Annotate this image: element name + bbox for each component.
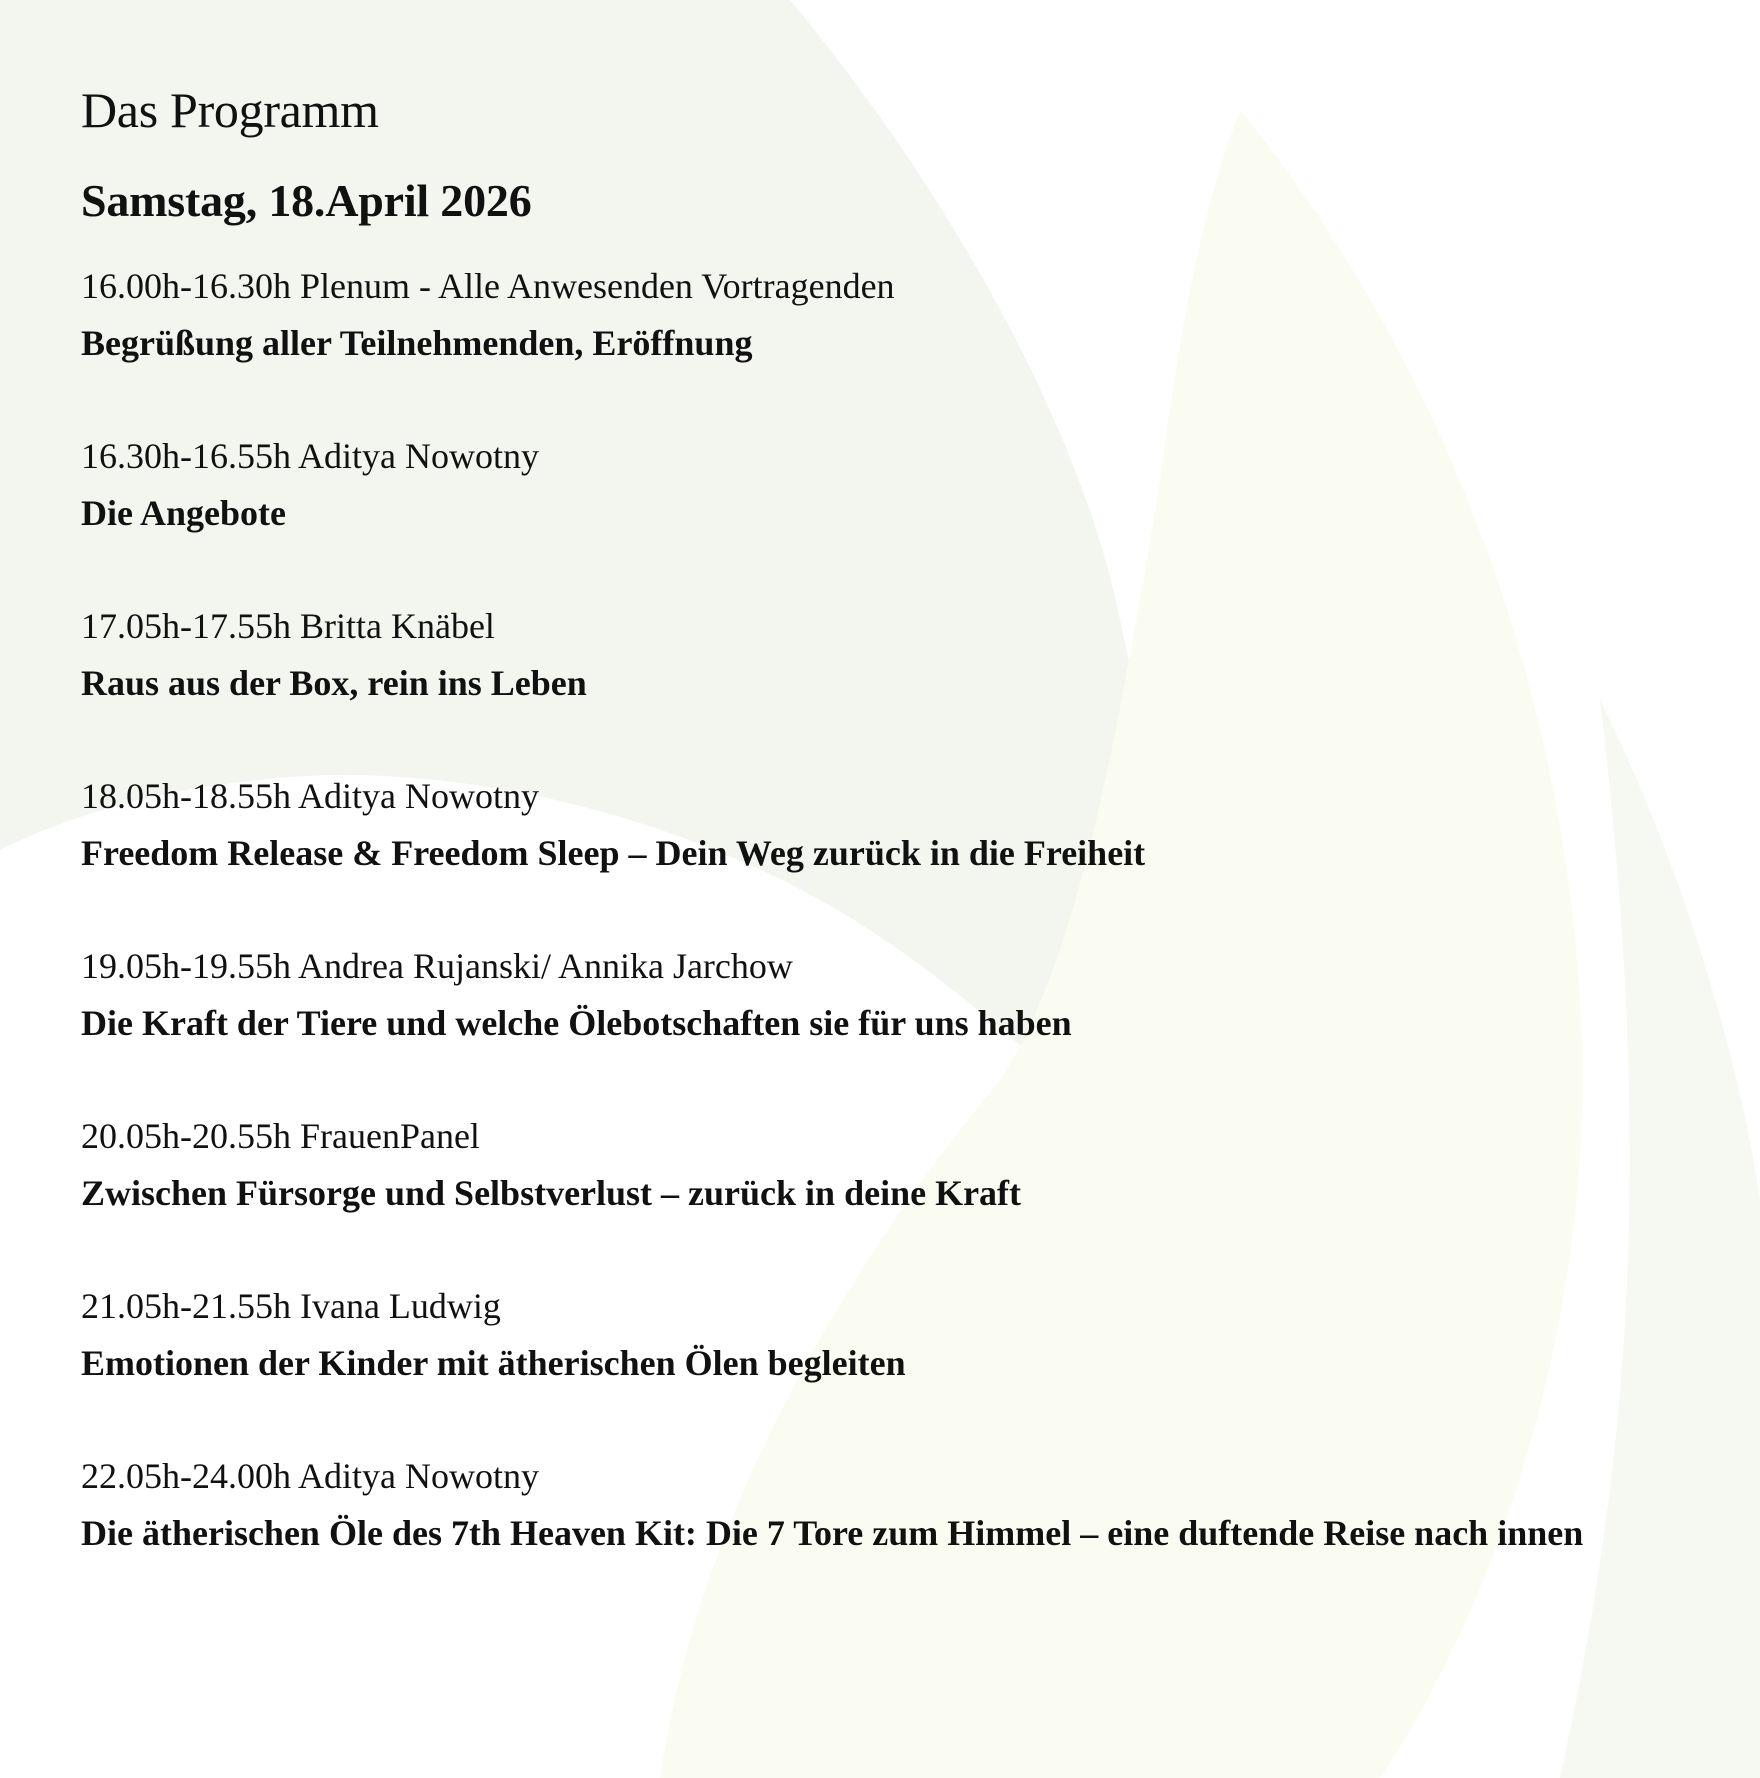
session-title: Begrüßung aller Teilnehmenden, Eröffnung [81, 323, 753, 363]
session-title: Die Angebote [81, 493, 286, 533]
session-title: Raus aus der Box, rein ins Leben [81, 663, 587, 703]
program-item [81, 428, 1681, 542]
session-title: Emotionen der Kinder mit ätherischen Ölen begleiten [81, 1343, 906, 1383]
page-title: Das Programm [81, 82, 379, 138]
session-time-speaker: 20.05h-20.55h FrauenPanel [81, 1116, 480, 1156]
day-heading: Samstag, 18.April 2026 [81, 175, 532, 226]
program-item [81, 1108, 1681, 1222]
session-title: Freedom Release & Freedom Sleep – Dein Weg zurück in die Freiheit [81, 833, 1146, 873]
session-time-speaker: 18.05h-18.55h Aditya Nowotny [81, 776, 539, 816]
program-item [81, 938, 1681, 1052]
session-time-speaker: 22.05h-24.00h Aditya Nowotny [81, 1456, 539, 1496]
session-time-speaker: 19.05h-19.55h Andrea Rujanski/ Annika Jarchow [81, 946, 793, 986]
session-title: Die Kraft der Tiere und welche Ölebotschaften sie für uns haben [81, 1003, 1072, 1043]
session-title: Die ätherischen Öle des 7th Heaven Kit: Die 7 Tore zum Himmel – eine duftende Reise nach innen [81, 1513, 1584, 1553]
session-time-speaker: 21.05h-21.55h Ivana Ludwig [81, 1286, 501, 1326]
program-list [81, 258, 1681, 1562]
session-time-speaker: 17.05h-17.55h Britta Knäbel [81, 606, 495, 646]
program-item [81, 258, 1681, 372]
program-section [81, 78, 1681, 1618]
program-item [81, 598, 1681, 712]
session-title: Zwischen Fürsorge und Selbstverlust – zurück in deine Kraft [81, 1173, 1022, 1213]
session-time-speaker: 16.30h-16.55h Aditya Nowotny [81, 436, 539, 476]
session-time-speaker: 16.00h-16.30h Plenum - Alle Anwesenden Vortragenden [81, 266, 895, 306]
program-item [81, 1448, 1681, 1562]
program-item [81, 1278, 1681, 1392]
program-item [81, 768, 1681, 882]
